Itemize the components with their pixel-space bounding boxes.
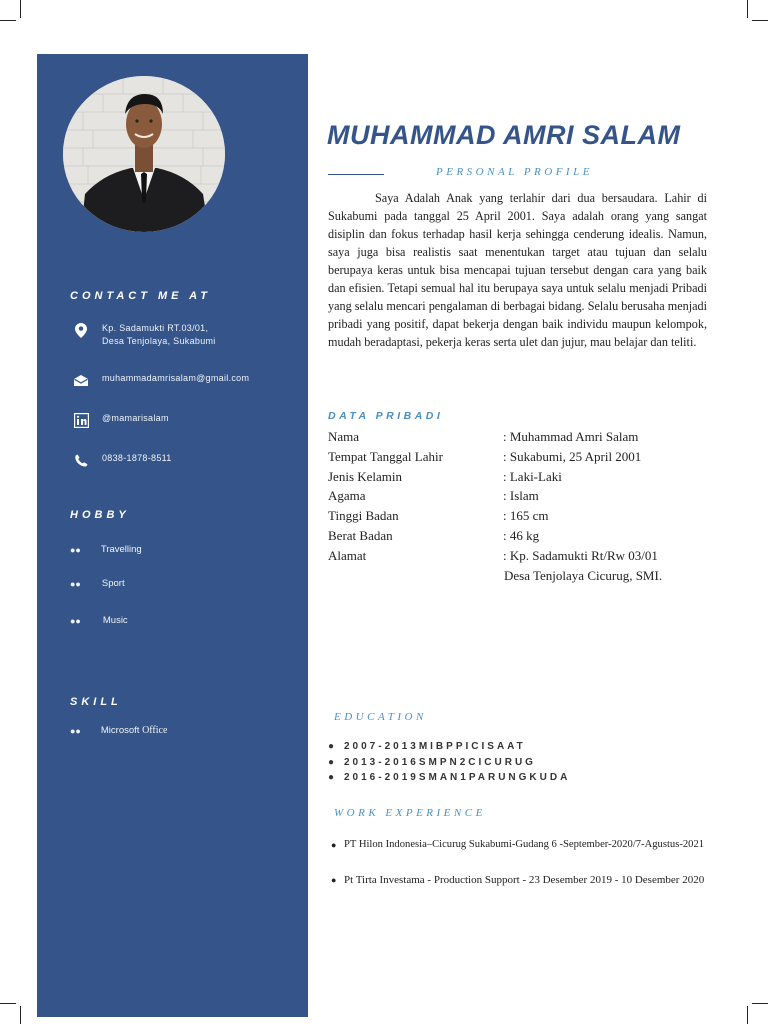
data-value: : 165 cm bbox=[503, 508, 549, 524]
bullet-icon: ●● bbox=[70, 544, 81, 555]
bullet-icon: ● bbox=[331, 875, 337, 885]
hobby-item bbox=[70, 615, 128, 626]
bullet-icon: ● bbox=[328, 741, 335, 753]
envelope-icon bbox=[73, 372, 89, 388]
crop-mark bbox=[20, 0, 21, 18]
linkedin-icon bbox=[73, 412, 89, 428]
linkedin-text[interactable]: @mamarisalam bbox=[102, 413, 169, 423]
crop-mark bbox=[0, 20, 16, 21]
data-value: : Sukabumi, 25 April 2001 bbox=[503, 448, 642, 464]
contact-address bbox=[73, 322, 216, 348]
crop-mark bbox=[0, 1003, 16, 1004]
skill-prefix: Microsoft bbox=[100, 725, 140, 736]
work-item bbox=[331, 874, 704, 886]
location-pin-icon bbox=[73, 322, 89, 338]
data-label: Jenis Kelamin bbox=[328, 468, 403, 484]
bullet-icon: ● bbox=[331, 839, 337, 850]
education-text: 2013-2016SMPN2CICURUG bbox=[344, 756, 536, 768]
crop-mark bbox=[752, 20, 768, 21]
data-label: Tinggi Badan bbox=[328, 508, 399, 524]
hobby-item bbox=[70, 578, 125, 589]
data-value: : 46 kg bbox=[503, 527, 540, 543]
title-divider bbox=[328, 174, 384, 175]
email-text[interactable]: muhammadamrisalam@gmail.com bbox=[102, 373, 250, 383]
skill-heading: SKILL bbox=[70, 696, 122, 708]
work-item bbox=[331, 839, 704, 850]
data-label: Berat Badan bbox=[328, 527, 393, 543]
contact-email bbox=[73, 372, 249, 388]
data-value: : Laki-Laki bbox=[503, 468, 562, 484]
education-list bbox=[328, 739, 570, 786]
bullet-icon: ● bbox=[328, 772, 335, 784]
work-experience-heading: WORK EXPERIENCE bbox=[334, 807, 486, 819]
phone-icon bbox=[73, 452, 89, 468]
data-label: Alamat bbox=[328, 547, 367, 563]
profile-photo bbox=[63, 76, 225, 232]
bullet-icon: ● bbox=[328, 756, 335, 768]
contact-linkedin bbox=[73, 412, 169, 428]
bullet-icon: ●● bbox=[70, 725, 81, 736]
work-text: PT Hilon Indonesia–Cicurug Sukabumi-Gudang 6 -September-2020/7-Agustus-2021 bbox=[344, 839, 705, 850]
personal-profile-text bbox=[328, 189, 707, 351]
education-heading: EDUCATION bbox=[334, 711, 427, 723]
personal-profile-heading: PERSONAL PROFILE bbox=[436, 166, 593, 178]
data-value: : Muhammad Amri Salam bbox=[503, 429, 639, 444]
education-item bbox=[328, 755, 570, 771]
data-label: Tempat Tanggal Lahir bbox=[328, 448, 443, 464]
data-value: Desa Tenjolaya Cicurug, SMI. bbox=[504, 567, 663, 583]
education-text: 2007-2013MIBPPICISAAT bbox=[344, 741, 526, 753]
hobby-item bbox=[70, 544, 142, 555]
address-line1: Kp. Sadamukti RT.03/01, bbox=[102, 323, 209, 333]
hobby-heading: HOBBY bbox=[70, 509, 130, 521]
education-text: 2016-2019SMAN1PARUNGKUDA bbox=[344, 772, 571, 784]
address-line2: Desa Tenjolaya, Sukabumi bbox=[102, 336, 216, 346]
education-item bbox=[328, 770, 570, 786]
hobby-label: Sport bbox=[101, 578, 125, 589]
data-value: : Islam bbox=[503, 488, 539, 504]
profile-paragraph: Saya Adalah Anak yang terlahir dari dua bersaudara. Lahir di Sukabumi pada tanggal 25 April 2001. Saya adalah orang yang sangat disiplin dan fokus terhadap hasil kerja sehingga cenderung idealis. Namun, saya juga bisa realistis saat menentukan target atau tujuan dan selalu berupaya keras untuk bisa mencapai tujuan tersebut dengan cara yang baik dan efisien. Tetapi semual hal itu berupaya saya untuk selalu menjadi Pribadi yang selalu mencari pengalaman di berbagai bidang. Selalu berusaha menjadi pribadi yang positif, dapat bekerja dengan baik individu maupun kelompok, mudah beradaptasi, pekerja keras serta ulet dan jujur, mau belajar dan teliti. bbox=[328, 191, 707, 349]
address-text bbox=[102, 322, 216, 348]
sidebar bbox=[37, 54, 308, 1017]
crop-mark bbox=[752, 1003, 768, 1004]
data-label: Agama bbox=[328, 488, 366, 504]
skill-item bbox=[70, 725, 167, 736]
skill-suffix: Office bbox=[142, 725, 168, 736]
page-title: MUHAMMAD AMRI SALAM bbox=[327, 120, 681, 150]
crop-mark bbox=[20, 1006, 21, 1024]
crop-mark bbox=[747, 1006, 748, 1024]
crop-mark bbox=[747, 0, 748, 18]
data-pribadi-heading: DATA PRIBADI bbox=[328, 410, 444, 422]
contact-phone bbox=[73, 452, 172, 468]
data-label: Nama bbox=[328, 429, 360, 444]
contact-heading: CONTACT ME AT bbox=[70, 290, 212, 302]
bullet-icon: ●● bbox=[70, 615, 81, 626]
phone-text[interactable]: 0838-1878-8511 bbox=[102, 453, 172, 463]
hobby-label: Travelling bbox=[100, 544, 142, 555]
data-value: : Kp. Sadamukti Rt/Rw 03/01 bbox=[503, 547, 658, 563]
bullet-icon: ●● bbox=[70, 578, 81, 589]
hobby-label: Music bbox=[102, 615, 128, 626]
education-item bbox=[328, 739, 570, 755]
work-text: Pt Tirta Investama - Production Support - 23 Desember 2019 - 10 Desember 2020 bbox=[344, 874, 705, 886]
